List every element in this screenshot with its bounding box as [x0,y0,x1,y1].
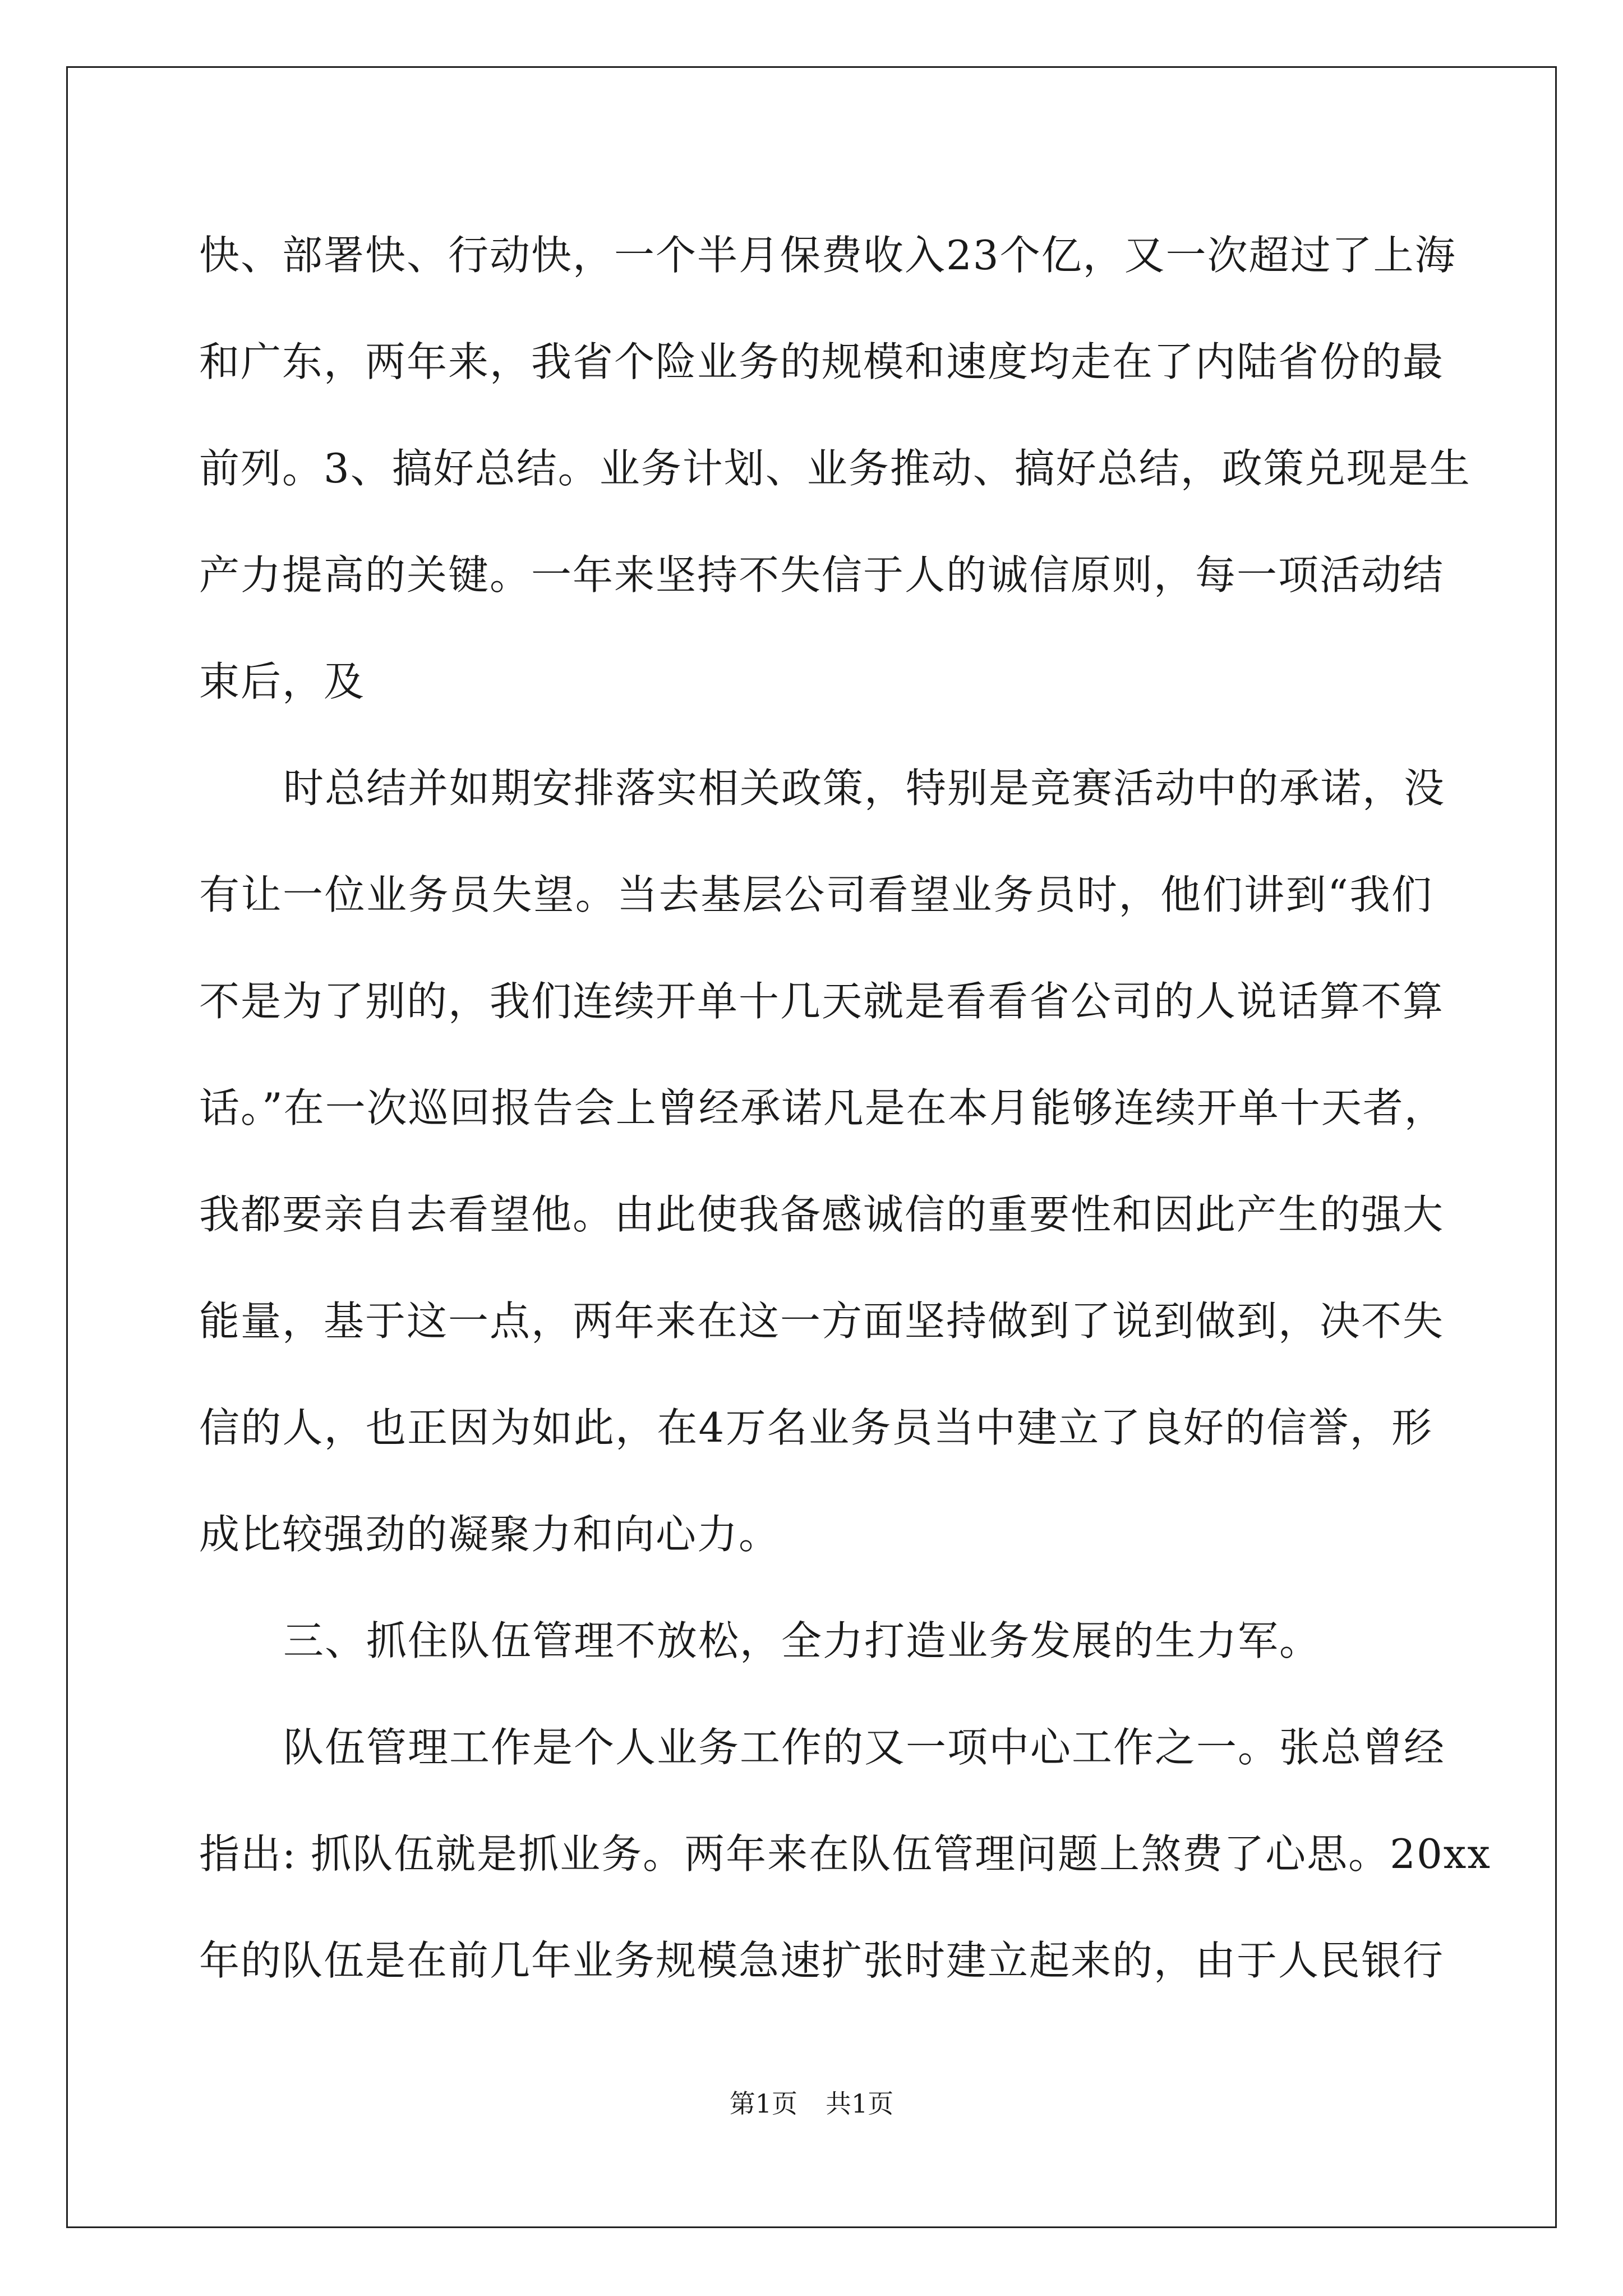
text-line: 不是为了别的，我们连续开单十几天就是看看省公司的人说话算不算 [199,978,1445,1025]
text-line: 信的人，也正因为如此，在4万名业务员当中建立了良好的信誉，形 [199,1404,1433,1451]
text-line: 指出: 抓队伍就是抓业务。两年来在队伍管理问题上煞费了心思。20xx [199,1830,1491,1878]
text-line: 年的队伍是在前几年业务规模急速扩张时建立起来的，由于人民银行 [199,1937,1445,1984]
text-line: 快、部署快、行动快，一个半月保费收入23个亿，又一次超过了上海 [199,232,1456,279]
document-body [199,202,1491,2014]
text-line: 队伍管理工作是个人业务工作的又一项中心工作之一。张总曾经 [283,1724,1446,1771]
text-line: 我都要亲自去看望他。由此使我备感诚信的重要性和因此产生的强大 [199,1191,1445,1238]
text-line: 成比较强劲的凝聚力和向心力。 [199,1511,781,1558]
page-number: 第1页 [729,2088,797,2119]
text-line: 和广东，两年来，我省个险业务的规模和速度均走在了内陆省份的最 [199,338,1445,385]
page-total: 共1页 [826,2088,894,2119]
text-line: 产力提高的关键。一年来坚持不失信于人的诚信原则，每一项活动结 [199,551,1445,599]
section-heading: 三、抓住队伍管理不放松，全力打造业务发展的生力军。 [283,1617,1321,1664]
text-line: 束后，及 [199,658,366,705]
text-line: 时总结并如期安排落实相关政策，特别是竞赛活动中的承诺，没 [283,765,1446,812]
text-line: 话。”在一次巡回报告会上曾经承诺凡是在本月能够连续开单十天者， [199,1084,1446,1131]
text-line: 有让一位业务员失望。当去基层公司看望业务员时，他们讲到“我们 [199,871,1433,918]
page-footer [0,2087,1623,2120]
text-line: 前列。3、搞好总结。业务计划、业务推动、搞好总结，政策兑现是生 [199,445,1471,492]
text-line: 能量，基于这一点，两年来在这一方面坚持做到了说到做到，决不失 [199,1297,1445,1345]
